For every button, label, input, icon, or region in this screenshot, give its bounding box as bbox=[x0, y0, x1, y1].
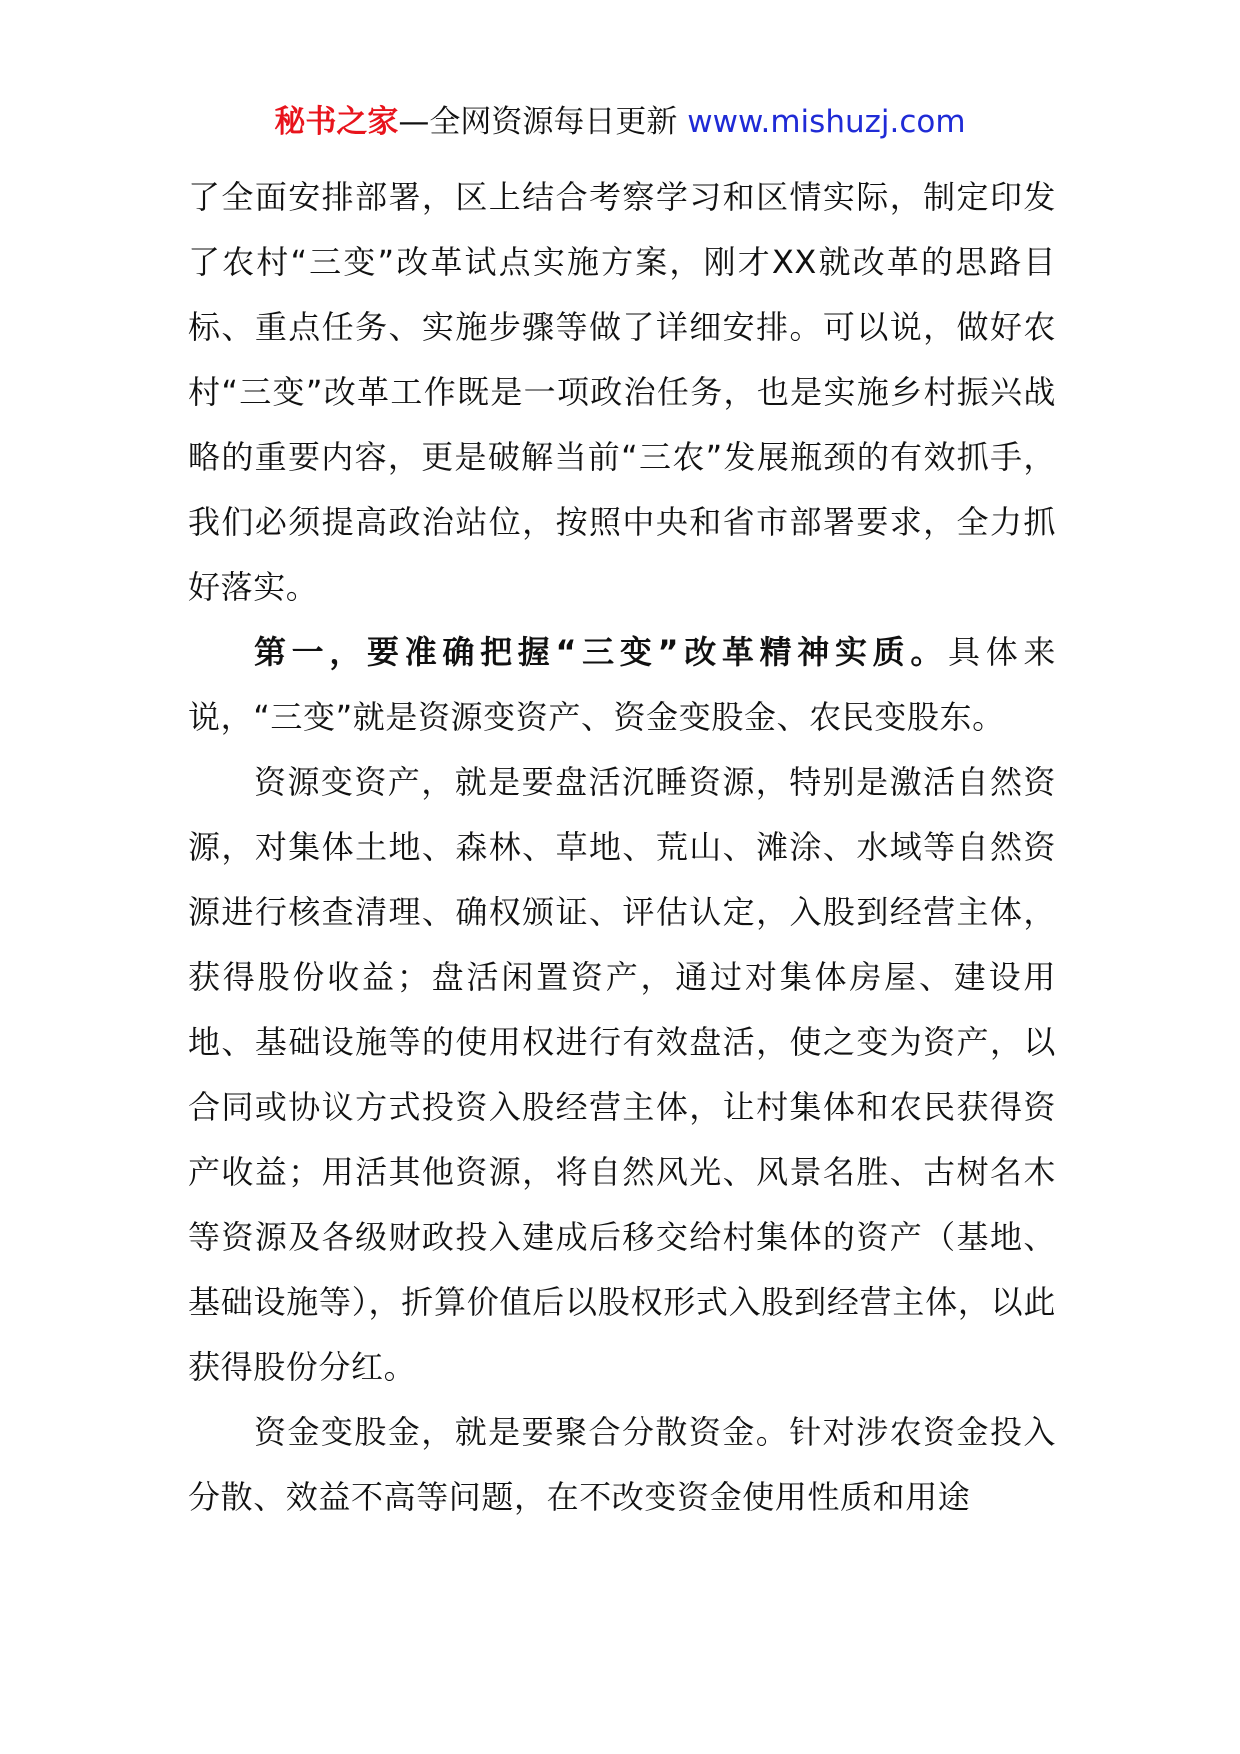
site-brand: 秘书之家 bbox=[274, 104, 399, 140]
site-url-link[interactable]: www.mishuzj.com bbox=[687, 104, 966, 140]
paragraph-resources-to-assets: 资源变资产，就是要盘活沉睡资源，特别是激活自然资源，对集体土地、森林、草地、荒山、滩涂、水域等自然资源进行核查清理、确权颁证、评估认定，入股到经营主体，获得股份收益；盘活闲置资产，通过对集体房屋、建设用地、基础设施等的使用权进行有效盘活，使之变为资产，以合同或协议方式投资入股经营主体，让村集体和农民获得资产收益；用活其他资源，将自然风光、风景名胜、古树名木等资源及各级财政投入建成后移交给村集体的资产（基地、基础设施等），折算价值后以股权形式入股到经营主体，以此获得股份分红。 bbox=[188, 763, 1056, 1386]
site-header bbox=[0, 100, 1240, 144]
section-intro-text: 具体来说，“三变”就是资源变资产、资金变股金、农民变股东。 bbox=[188, 633, 1056, 736]
section-heading: 第一，要准确把握“三变”改革精神实质。 bbox=[254, 633, 949, 671]
paragraph-continued: 了全面安排部署，区上结合考察学习和区情实际，制定印发了农村“三变”改革试点实施方案，刚才XX就改革的思路目标、重点任务、实施步骤等做了详细安排。可以说，做好农村“三变”改革工作既是一项政治任务，也是实施乡村振兴战略的重要内容，更是破解当前“三农”发展瓶颈的有效抓手，我们必须提高政治站位，按照中央和省市部署要求，全力抓好落实。 bbox=[188, 178, 1056, 606]
document-body bbox=[188, 165, 1056, 1530]
paragraph-section-one bbox=[188, 620, 1056, 750]
paragraph-funds-to-shares: 资金变股金，就是要聚合分散资金。针对涉农资金投入分散、效益不高等问题，在不改变资金使用性质和用途 bbox=[188, 1413, 1056, 1516]
site-tagline: —全网资源每日更新 bbox=[398, 104, 688, 140]
